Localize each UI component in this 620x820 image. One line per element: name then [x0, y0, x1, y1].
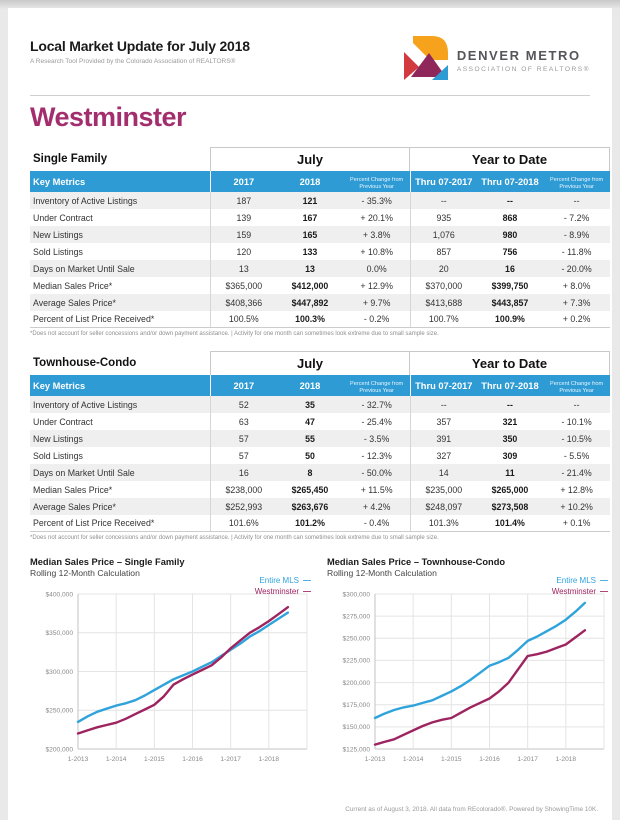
- column-header: [343, 171, 410, 192]
- metric-value: + 4.2%: [362, 501, 391, 512]
- svg-text:1-2018: 1-2018: [258, 756, 280, 763]
- group-header-july: July: [210, 351, 410, 375]
- metric-value: $443,857: [491, 297, 529, 308]
- table-row: [30, 498, 610, 515]
- metric-value: $399,750: [491, 280, 529, 291]
- metric-value: 11: [505, 467, 515, 478]
- document-page: [8, 8, 612, 820]
- metric-value: $408,366: [210, 294, 277, 311]
- metric-value: 1,076: [410, 226, 477, 243]
- dmar-logo-line2: ASSOCIATION OF REALTORS®: [456, 66, 590, 73]
- svg-text:$150,000: $150,000: [342, 724, 370, 732]
- chart-subtitle: Rolling 12-Month Calculation: [30, 568, 140, 578]
- single-family-table: [30, 147, 610, 328]
- dmar-logo-line1: DENVER METRO: [456, 48, 581, 63]
- svg-text:$300,000: $300,000: [342, 591, 370, 599]
- legend-item-westminster: Westminster —: [551, 587, 608, 596]
- metric-value: + 9.7%: [362, 297, 391, 308]
- svg-text:$200,000: $200,000: [45, 746, 73, 754]
- metric-value: - 50.0%: [361, 467, 392, 478]
- metric-label: Under Contract: [33, 416, 93, 427]
- metric-value: 139: [210, 209, 277, 226]
- metric-label: Inventory of Active Listings: [33, 195, 138, 206]
- metric-value: 357: [410, 413, 477, 430]
- metric-value: 57: [210, 430, 277, 447]
- report-title: Local Market Update for July 2018: [30, 38, 250, 54]
- line-chart: [327, 584, 610, 770]
- dmar-logo-mark-icon: [404, 36, 448, 85]
- metric-value: $365,000: [210, 277, 277, 294]
- legend-item-entire-mls: Entire MLS —: [259, 576, 311, 585]
- metric-value: $248,097: [410, 498, 477, 515]
- charts-section: [30, 557, 608, 770]
- metric-value: - 32.7%: [361, 399, 392, 410]
- table-row: [30, 413, 610, 430]
- chart-title: Median Sales Price – Single Family: [30, 557, 185, 567]
- metric-value: 8: [307, 467, 313, 478]
- metric-label: Days on Market Until Sale: [33, 263, 135, 274]
- metric-label: Under Contract: [33, 212, 93, 223]
- metric-value: 63: [210, 413, 277, 430]
- metric-value: + 3.8%: [362, 229, 391, 240]
- key-metrics-header-row: [30, 171, 610, 192]
- metric-value: $263,676: [291, 501, 329, 512]
- metric-value: $413,688: [410, 294, 477, 311]
- metric-value: $265,000: [491, 484, 529, 495]
- line-chart-svg-holder: [30, 584, 313, 770]
- metric-value: - 11.8%: [561, 246, 592, 257]
- svg-text:1-2015: 1-2015: [441, 756, 462, 763]
- metric-value: 101.6%: [210, 515, 277, 531]
- percent-change-header: Percent Change from Previous Year: [550, 380, 604, 394]
- metric-value: --: [573, 399, 580, 410]
- svg-text:1-2017: 1-2017: [220, 756, 241, 763]
- metric-value: 857: [410, 243, 477, 260]
- column-header: Thru 07-2017: [410, 375, 477, 396]
- svg-text:$250,000: $250,000: [45, 707, 73, 715]
- metric-value: 187: [210, 192, 277, 209]
- metric-value: $252,993: [210, 498, 277, 515]
- table-group-header-row: [30, 351, 610, 375]
- table-row: [30, 277, 610, 294]
- legend-line-swatch: —: [303, 587, 311, 596]
- metric-value: 16: [505, 263, 515, 274]
- metric-value: 14: [410, 464, 477, 481]
- metric-value: 309: [502, 450, 518, 461]
- legend-item-westminster: Westminster —: [254, 587, 311, 596]
- metric-value: 167: [302, 212, 318, 223]
- metric-value: 13: [210, 260, 277, 277]
- metric-value: $447,892: [291, 297, 329, 308]
- metric-value: --: [507, 195, 513, 206]
- key-metrics-header-row: [30, 375, 610, 396]
- metric-value: + 11.5%: [360, 484, 393, 495]
- chart-legend: [552, 576, 608, 598]
- metric-value: - 35.3%: [361, 195, 392, 206]
- metric-value: 100.9%: [495, 314, 525, 324]
- column-header: [543, 171, 610, 192]
- percent-change-header: Percent Change from Previous Year: [350, 176, 404, 190]
- metric-value: $412,000: [291, 280, 329, 291]
- metric-value: - 5.5%: [563, 450, 590, 461]
- percent-change-header: Percent Change from Previous Year: [550, 176, 604, 190]
- metric-value: 120: [210, 243, 277, 260]
- metric-label: Sold Listings: [33, 246, 83, 257]
- svg-text:1-2015: 1-2015: [144, 756, 165, 763]
- column-header: Thru 07-2018: [481, 380, 539, 391]
- metric-value: --: [573, 195, 580, 206]
- metric-value: - 12.3%: [361, 450, 392, 461]
- chart-subtitle: Rolling 12-Month Calculation: [327, 568, 437, 578]
- header-divider: [30, 95, 590, 96]
- metric-value: - 21.4%: [561, 467, 592, 478]
- svg-text:1-2016: 1-2016: [479, 756, 500, 763]
- metric-label: Average Sales Price*: [33, 297, 116, 308]
- svg-text:1-2016: 1-2016: [182, 756, 203, 763]
- metric-value: 121: [302, 195, 318, 206]
- metric-value: 159: [210, 226, 277, 243]
- metric-value: 327: [410, 447, 477, 464]
- metric-value: --: [410, 192, 477, 209]
- metric-value: + 12.9%: [360, 280, 393, 291]
- svg-text:$400,000: $400,000: [45, 591, 73, 599]
- line-chart: [30, 584, 313, 770]
- metric-value: 57: [210, 447, 277, 464]
- townhouse-condo-table: [30, 351, 610, 532]
- table-row: [30, 430, 610, 447]
- metric-value: 100.3%: [295, 314, 325, 324]
- metric-value: $238,000: [210, 481, 277, 498]
- metric-label: New Listings: [33, 433, 83, 444]
- metric-value: 50: [305, 450, 315, 461]
- key-metrics-label: Key Metrics: [33, 380, 86, 391]
- single-family-footnote: *Does not account for seller concessions and/or down payment assistance. | Activity for one month can sometimes look extreme due to small sample size.: [30, 331, 439, 337]
- metric-value: + 7.3%: [562, 297, 591, 308]
- legend-line-swatch: —: [600, 587, 608, 596]
- metric-value: 20: [410, 260, 477, 277]
- group-header-year-to-date: Year to Date: [410, 351, 610, 375]
- metric-value: + 10.8%: [360, 246, 393, 257]
- legend-line-swatch: —: [600, 576, 608, 585]
- metric-value: 100.5%: [210, 311, 277, 327]
- metric-value: + 12.8%: [560, 484, 593, 495]
- metric-value: $235,000: [410, 481, 477, 498]
- svg-text:$250,000: $250,000: [342, 635, 370, 643]
- column-header: [343, 375, 410, 396]
- column-header: [543, 375, 610, 396]
- table-row: [30, 260, 610, 277]
- metric-value: + 0.2%: [562, 314, 591, 324]
- metric-value: 101.4%: [495, 518, 525, 528]
- table-row: [30, 515, 610, 532]
- svg-text:1-2017: 1-2017: [517, 756, 538, 763]
- column-header: 2018: [299, 380, 321, 391]
- column-header: Thru 07-2017: [410, 171, 477, 192]
- table-row: [30, 311, 610, 328]
- metric-value: 101.2%: [295, 518, 325, 528]
- metric-value: 16: [210, 464, 277, 481]
- svg-text:1-2018: 1-2018: [555, 756, 577, 763]
- line-chart-svg-holder: [327, 584, 610, 770]
- table-row: [30, 447, 610, 464]
- metric-value: 391: [410, 430, 477, 447]
- metric-value: 980: [502, 229, 518, 240]
- chart-legend: [255, 576, 311, 598]
- svg-text:$175,000: $175,000: [342, 702, 370, 710]
- table-row: [30, 464, 610, 481]
- report-subtitle: A Research Tool Provided by the Colorado Association of REALTORS®: [30, 58, 236, 65]
- table-row: [30, 243, 610, 260]
- svg-text:1-2013: 1-2013: [67, 756, 89, 763]
- metric-value: 101.3%: [410, 515, 477, 531]
- metric-value: 133: [302, 246, 318, 257]
- metric-value: 165: [302, 229, 318, 240]
- table-row: [30, 209, 610, 226]
- metric-label: Median Sales Price*: [33, 484, 113, 495]
- svg-text:$275,000: $275,000: [342, 613, 370, 621]
- svg-text:1-2013: 1-2013: [364, 756, 386, 763]
- column-header: 2017: [210, 375, 277, 396]
- legend-line-swatch: —: [303, 576, 311, 585]
- metric-value: + 20.1%: [360, 212, 393, 223]
- svg-text:$200,000: $200,000: [342, 679, 370, 687]
- metric-value: 756: [502, 246, 518, 257]
- svg-text:1-2014: 1-2014: [105, 756, 127, 763]
- metric-value: 0.0%: [366, 263, 387, 274]
- metric-value: 52: [210, 396, 277, 413]
- metric-value: $265,450: [291, 484, 329, 495]
- metric-label: Sold Listings: [33, 450, 83, 461]
- table-row: [30, 294, 610, 311]
- metric-label: Percent of List Price Received*: [33, 518, 155, 528]
- group-header-year-to-date: Year to Date: [410, 147, 610, 171]
- metric-value: 13: [305, 263, 315, 274]
- metric-value: - 10.1%: [561, 416, 592, 427]
- footer-note: Current as of August 3, 2018. All data from REcolorado®. Powered by ShowingTime 10K.: [345, 806, 598, 813]
- metric-value: 35: [305, 399, 315, 410]
- metric-value: 100.7%: [410, 311, 477, 327]
- column-header: 2018: [299, 176, 321, 187]
- metric-value: - 7.2%: [563, 212, 590, 223]
- metric-value: - 3.5%: [363, 433, 390, 444]
- metric-label: Average Sales Price*: [33, 501, 116, 512]
- section-title: Townhouse-Condo: [33, 357, 137, 369]
- townhouse-condo-footnote: *Does not account for seller concessions and/or down payment assistance. | Activity for one month can sometimes look extreme due to small sample size.: [30, 535, 439, 541]
- header-text-block: [30, 38, 250, 65]
- metric-label: Percent of List Price Received*: [33, 314, 155, 324]
- section-title: Single Family: [33, 153, 108, 165]
- metric-value: - 20.0%: [561, 263, 592, 274]
- metric-value: 47: [305, 416, 315, 427]
- dmar-logo-text: [457, 48, 590, 73]
- percent-change-header: Percent Change from Previous Year: [350, 380, 404, 394]
- metric-value: --: [507, 399, 513, 410]
- chart-townhouse-condo: [327, 557, 610, 770]
- metric-value: - 10.5%: [561, 433, 592, 444]
- metric-value: - 0.4%: [363, 518, 390, 528]
- table-row: [30, 226, 610, 243]
- dmar-logo: [404, 36, 590, 85]
- metric-value: - 0.2%: [363, 314, 390, 324]
- group-header-july: July: [210, 147, 410, 171]
- table-row: [30, 192, 610, 209]
- metric-value: $273,508: [491, 501, 529, 512]
- column-header: Thru 07-2018: [481, 176, 539, 187]
- metric-value: + 8.0%: [562, 280, 591, 291]
- metric-value: 935: [410, 209, 477, 226]
- metric-label: Inventory of Active Listings: [33, 399, 138, 410]
- metric-value: 55: [305, 433, 315, 444]
- metric-label: Days on Market Until Sale: [33, 467, 135, 478]
- metric-value: --: [410, 396, 477, 413]
- column-header: 2017: [210, 171, 277, 192]
- metric-value: + 10.2%: [560, 501, 593, 512]
- chart-title: Median Sales Price – Townhouse-Condo: [327, 557, 506, 567]
- svg-text:$350,000: $350,000: [45, 630, 73, 638]
- table-row: [30, 396, 610, 413]
- metric-value: 321: [502, 416, 518, 427]
- city-title: Westminster: [30, 102, 187, 132]
- table-row: [30, 481, 610, 498]
- metric-label: Median Sales Price*: [33, 280, 113, 291]
- metric-value: $370,000: [410, 277, 477, 294]
- header: [30, 38, 590, 85]
- metric-value: 868: [502, 212, 518, 223]
- metric-value: - 25.4%: [361, 416, 392, 427]
- svg-text:$125,000: $125,000: [342, 746, 370, 754]
- chart-single-family: [30, 557, 313, 770]
- table-group-header-row: [30, 147, 610, 171]
- legend-item-entire-mls: Entire MLS —: [556, 576, 608, 585]
- metric-value: - 8.9%: [563, 229, 590, 240]
- svg-text:1-2014: 1-2014: [402, 756, 424, 763]
- metric-value: + 0.1%: [562, 518, 591, 528]
- metric-value: 350: [502, 433, 518, 444]
- svg-text:$300,000: $300,000: [45, 668, 73, 676]
- metric-label: New Listings: [33, 229, 83, 240]
- svg-text:$225,000: $225,000: [342, 657, 370, 665]
- key-metrics-label: Key Metrics: [33, 176, 86, 187]
